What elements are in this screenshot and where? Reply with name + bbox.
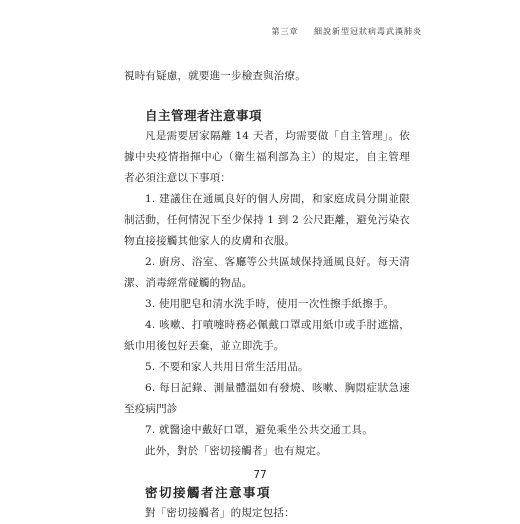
section2-intro-paragraph: 對「密切接觸者」的規定包括：: [145, 507, 295, 519]
chapter-label: 第三章: [271, 27, 299, 36]
running-header-title: 細說新型冠狀病毒武漢肺炎: [314, 27, 422, 36]
list-item: 1. 建議住在通風良好的個人房間，和家庭成員分開並限制活動，任何情況下至少保持 1 到 2 公尺距離，避免污染衣物直接接觸其他家人的皮膚和衣服。: [124, 193, 410, 247]
list-item: 2. 廚房、浴室、客廳等公共區域保持通風良好。每天清潔、消毒經常碰觸的物品。: [124, 256, 410, 289]
list-item: 7. 就醫途中戴好口罩，避免乘坐公共交通工具。: [145, 424, 373, 436]
page-number: 77: [253, 469, 267, 481]
list-item: 3. 使用肥皂和清水洗手時，使用一次性擦手紙擦手。: [145, 298, 395, 310]
list-item: 6. 每日記錄、測量體溫如有發燒、咳嗽、胸悶症狀急速至疫病門診: [124, 382, 410, 415]
intro-continuation: 視時有疑慮，就要進一步檢查與治療。: [124, 70, 306, 82]
list-item: 5. 不要和家人共用日常生活用品。: [145, 361, 309, 373]
section-heading-close-contacts: 密切接觸者注意事項: [145, 485, 272, 500]
running-header: [271, 26, 422, 37]
section1-closing-paragraph: 此外，對於「密切接觸者」也有規定。: [145, 445, 327, 457]
section1-intro-paragraph: 凡是需要居家隔離 14 天者，均需要做「自主管理」。依據中央疫情指揮中心（衛生福利部為主）的規定，自主管理者必須注意以下事項：: [124, 130, 410, 184]
section-heading-self-management: 自主管理者注意事項: [145, 108, 263, 123]
list-item: 4. 咳嗽、打噴嚏時務必佩戴口罩或用紙巾或手肘遮擋，紙巾用後包好丟棄，並立即洗手。: [124, 319, 410, 352]
page-body: [124, 66, 410, 524]
